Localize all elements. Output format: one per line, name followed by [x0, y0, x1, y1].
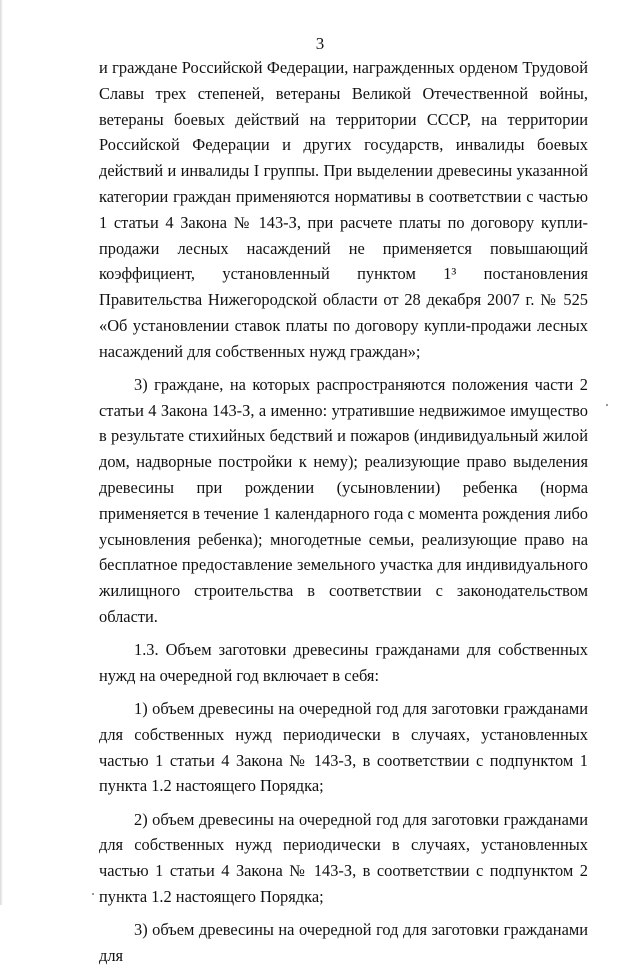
scan-speck: [92, 893, 94, 895]
paragraph-section-1-3: 1.3. Объем заготовки древесины гражданами для собственных нужд на очередной год включает в себя:: [99, 640, 588, 685]
paragraph-item-3-citizens: 3) граждане, на которых распространяются положения части 2 статьи 4 Закона 143-З, а именно: утратившие недвижимое имущество в результате стихийных бедствий и пожаров (индивидуальный жилой дом, надворные постройки к нему); реализующие право выделения древесины при рождении (усыновлении) ребенка (норма применяется в течение 1 календарного года с момента рождения либо усыновления ребенка); многодетные семьи, реализующие право на бесплатное предоставление земельного участка для индивидуального жилищного строительства в соответствии с законодательством области.: [99, 374, 588, 627]
paragraph-subitem-2: 2) объем древесины на очередной год для заготовки гражданами для собственных нужд периодически в случаях, установленных частью 1 статьи 4 Закона № 143-З, в соответствии с подпунктом 2 пункта 1.2 настоящего Порядка;: [99, 809, 588, 906]
scan-edge-shadow: [0, 0, 3, 905]
paragraph-subitem-1: 1) объем древесины на очередной год для заготовки гражданами для собственных нужд периодически в случаях, установленных частью 1 статьи 4 Закона № 143-З, в соответствии с подпунктом 1 пункта 1.2 настоящего Порядка;: [99, 699, 588, 796]
paragraph-subitem-3: 3) объем древесины на очередной год для заготовки гражданами для: [99, 919, 588, 965]
paragraph-continuation-veterans: и граждане Российской Федерации, награжденных орденом Трудовой Славы трех степеней, ветераны Великой Отечественной войны, ветераны боевых действий на территории СССР, на территории Российской Федерации и других государств, инвалиды боевых действий и инвалиды I группы. При выделении древесины указанной категории граждан применяются нормативы в соответствии с частью 1 статьи 4 Закона № 143-З, при расчете платы по договору купли-продажи лесных насаждений не применяется повышающий коэффициент, установленный пунктом 1³ постановления Правительства Нижегородской области от 28 декабря 2007 г. № 525 «Об установлении ставок платы по договору купли-продажи лесных насаждений для собственных нужд граждан»;: [99, 58, 588, 361]
page-number: 3: [315, 34, 325, 53]
scan-speck: [606, 404, 608, 406]
document-body: [99, 55, 588, 969]
